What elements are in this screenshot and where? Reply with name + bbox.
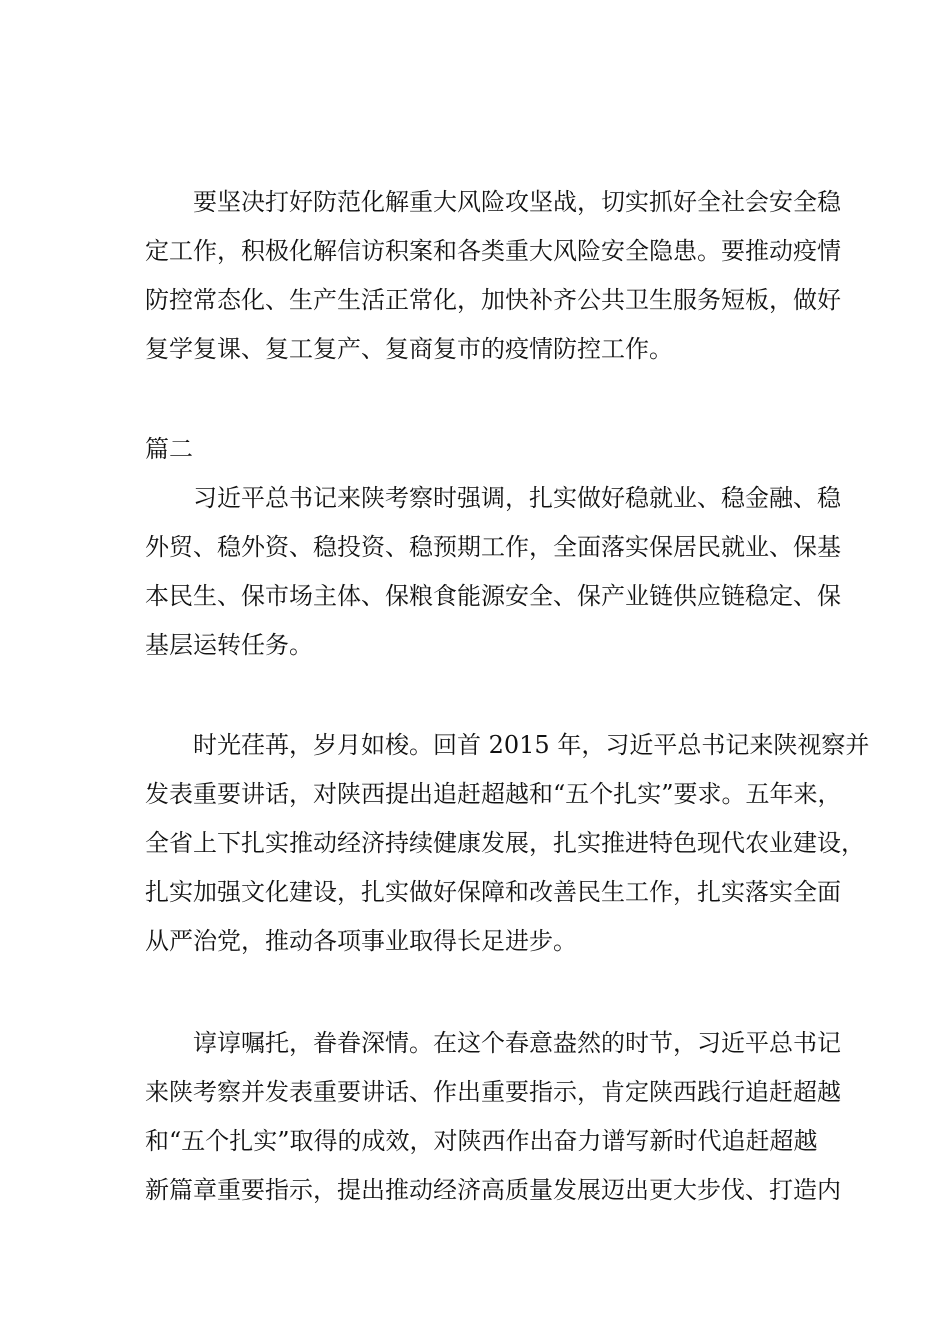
paragraph-2-line-4: 基层运转任务。 xyxy=(145,631,313,659)
paragraph-3-line-3: 全省上下扎实推动经济持续健康发展，扎实推进特色现代农业建设， xyxy=(145,829,865,857)
paragraph-1-line-4: 复学复课、复工复产、复商复市的疫情防控工作。 xyxy=(145,335,673,363)
paragraph-2-line-3: 本民生、保市场主体、保粮食能源安全、保产业链供应链稳定、保 xyxy=(145,582,841,610)
paragraph-4-line-2: 来陕考察并发表重要讲话、作出重要指示，肯定陕西践行追赶超越 xyxy=(145,1078,841,1106)
paragraph-4-line-4: 新篇章重要指示，提出推动经济高质量发展迈出更大步伐、打造内 xyxy=(145,1176,841,1204)
paragraph-3-line-1: 时光荏苒，岁月如梭。回首 2015 年，习近平总书记来陕视察并 xyxy=(193,731,870,759)
paragraph-3-line-5: 从严治党，推动各项事业取得长足进步。 xyxy=(145,927,577,955)
paragraph-1-line-1: 要坚决打好防范化解重大风险攻坚战，切实抓好全社会安全稳 xyxy=(193,188,841,216)
paragraph-4-line-3: 和“五个扎实”取得的成效，对陕西作出奋力谱写新时代追赶超越 xyxy=(145,1127,818,1155)
paragraph-1-line-3: 防控常态化、生产生活正常化，加快补齐公共卫生服务短板，做好 xyxy=(145,286,841,314)
section-heading: 篇二 xyxy=(145,435,193,463)
paragraph-3-line-2: 发表重要讲话，对陕西提出追赶超越和“五个扎实”要求。五年来， xyxy=(145,780,842,808)
paragraph-2-line-2: 外贸、稳外资、稳投资、稳预期工作，全面落实保居民就业、保基 xyxy=(145,533,841,561)
paragraph-2-line-1: 习近平总书记来陕考察时强调，扎实做好稳就业、稳金融、稳 xyxy=(193,484,841,512)
paragraph-3-line-4: 扎实加强文化建设，扎实做好保障和改善民生工作，扎实落实全面 xyxy=(145,878,841,906)
paragraph-4-line-1: 谆谆嘱托，眷眷深情。在这个春意盎然的时节，习近平总书记 xyxy=(193,1029,841,1057)
paragraph-1-line-2: 定工作，积极化解信访积案和各类重大风险安全隐患。要推动疫情 xyxy=(145,237,841,265)
